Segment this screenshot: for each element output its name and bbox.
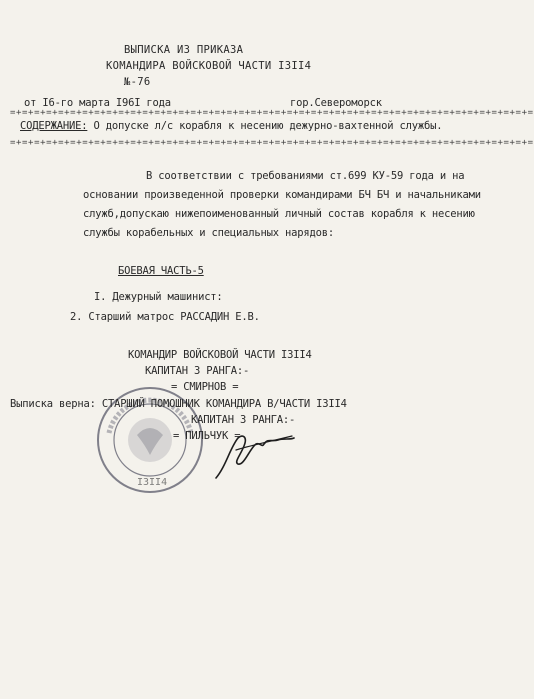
commander-name: = СМИРНОВ = [171,381,239,393]
section-item-2: 2. Старший матрос РАССАДИН Е.В. [70,311,260,323]
order-city: гор.Североморск [290,97,382,109]
subject-line [20,120,442,132]
body-line-4: службы корабельных и специальных нарядов: [83,227,334,239]
certification-rank: КАПИТАН 3 РАНГА:- [191,414,296,426]
certification-name: = ПИЛЬЧУК = [173,430,241,442]
subject-label: СОДЕРЖАНИЕ: [20,120,88,132]
commander-title: КОМАНДИР ВОЙСКОВОЙ ЧАСТИ I3II4 [128,349,312,361]
body-line-1: В соответствии с требованиями ст.699 КУ-59 года и на [146,170,465,182]
body-line-3: служб,допускаю нижепоименованный личный состав корабля к несению [83,208,475,220]
commander-rank: КАПИТАН 3 РАНГА:- [145,365,250,377]
certification-line-1: Выписка верна: СТАРШИЙ ПОМОШНИК КОМАНДИРА В/ЧАСТИ I3II4 [10,398,347,410]
section-item-1: I. Дежурный машинист: [94,291,223,303]
order-number: №-76 [124,76,151,88]
order-date: от I6-го марта I96I года [24,97,171,109]
handwritten-signature-icon [208,418,298,488]
separator-bottom: =+=+=+=+=+=+=+=+=+=+=+=+=+=+=+=+=+=+=+=+=+=+=+=+=+=+=+=+=+=+=+=+=+=+=+=+=+=+=+=+=+=+=+= [10,138,534,148]
header-line-2: КОМАНДИРА ВОЙСКОВОЙ ЧАСТИ I3II4 [106,60,312,72]
separator-top: =+=+=+=+=+=+=+=+=+=+=+=+=+=+=+=+=+=+=+=+=+=+=+=+=+=+=+=+=+=+=+=+=+=+=+=+=+=+=+=+=+=+=+= [10,108,534,118]
subject-text: О допуске л/с корабля к несению дежурно-вахтенной службы. [93,120,443,132]
seal-number: I3II4 [137,477,168,488]
section-title: БОЕВАЯ ЧАСТЬ-5 [118,265,204,277]
header-line-1: ВЫПИСКА ИЗ ПРИКАЗА [124,44,244,56]
body-line-2: основании произведенной проверки командирами БЧ БЧ и начальниками [83,189,481,201]
